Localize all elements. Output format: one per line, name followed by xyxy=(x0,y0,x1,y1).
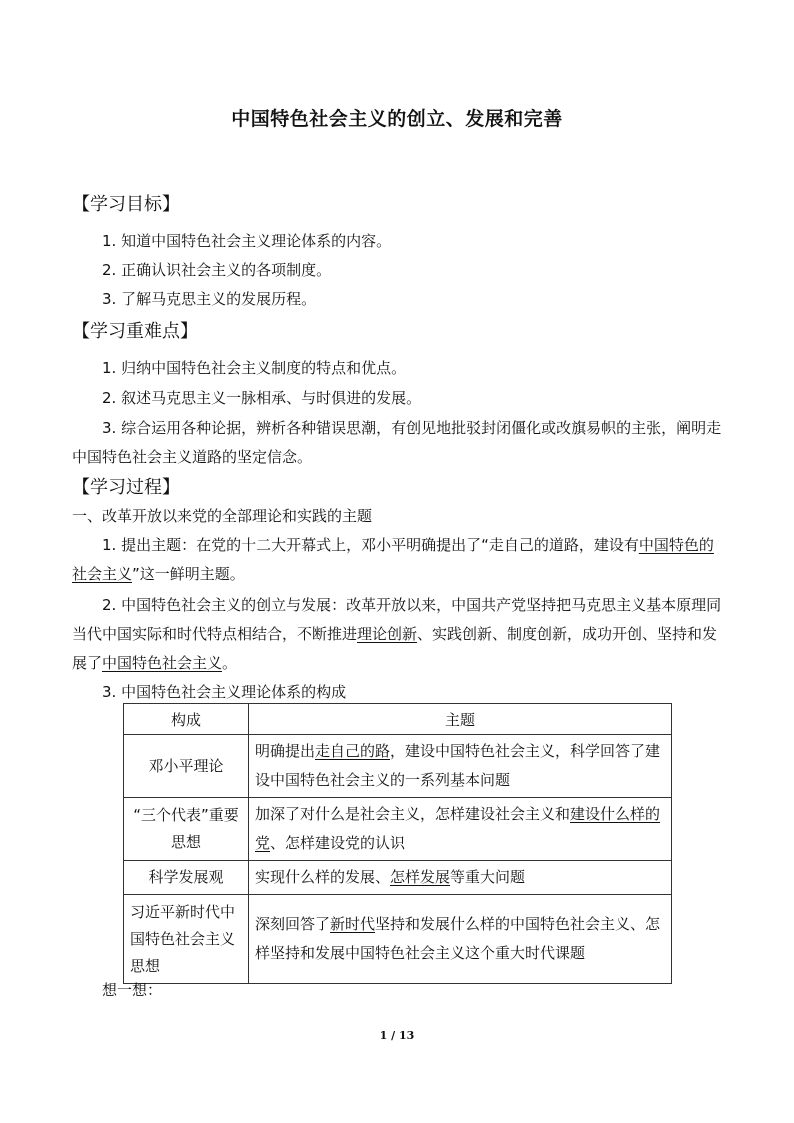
theme-underlined: 走自己的路 xyxy=(315,742,391,760)
paragraph-2-underlined-2: 中国特色社会主义 xyxy=(102,654,223,672)
table-header-composition: 构成 xyxy=(124,704,249,735)
paragraph-2-underlined-1: 理论创新 xyxy=(357,625,418,643)
think-prompt: 想一想： xyxy=(102,981,163,999)
theme-underlined: 建设什么样的党 xyxy=(255,805,661,852)
keypoint-item-3: 3. 综合运用各种论据，辨析各种错误思潮，有创见地批驳封闭僵化或改旗易帜的主张，阐明走中国特色社会主义道路的坚定信念。 xyxy=(72,419,722,466)
theme-text: 实现什么样的发展、 xyxy=(255,868,391,886)
table-cell-composition: 科学发展观 xyxy=(124,861,249,895)
document-title: 中国特色社会主义的创立、发展和完善 xyxy=(231,108,563,130)
table-cell-theme xyxy=(249,735,672,798)
paragraph-2-text-e: 。 xyxy=(222,654,238,672)
keypoint-item-1: 1. 归纳中国特色社会主义制度的特点和优点。 xyxy=(102,359,407,377)
paragraph-2-text-c: 、实践创新、制度创新，成功开创、坚持和发展了 xyxy=(72,625,718,672)
paragraph-3: 3. 中国特色社会主义理论体系的构成 xyxy=(102,683,347,701)
paragraph-1-underlined: 中国特色的社会主义 xyxy=(72,536,714,583)
table-cell-theme xyxy=(249,798,672,861)
page-number: 1 / 13 xyxy=(379,1029,415,1042)
paragraph-1 xyxy=(72,531,722,589)
theme-underlined: 怎样发展 xyxy=(390,868,451,886)
keypoint-item-2: 2. 叙述马克思主义一脉相承、与时俱进的发展。 xyxy=(102,389,422,407)
process-heading: 【学习过程】 xyxy=(72,477,180,498)
theory-structure-table xyxy=(123,703,672,984)
table-row xyxy=(124,798,672,861)
section-heading-1: 一、改革开放以来党的全部理论和实践的主题 xyxy=(72,507,373,525)
table-cell-composition: 邓小平理论 xyxy=(124,735,249,798)
table-row xyxy=(124,895,672,984)
theme-text: ，建设中国特色社会主义，科学回答了建设中国特色社会主义的一系列基本问题 xyxy=(255,742,661,789)
goal-item-1: 1. 知道中国特色社会主义理论体系的内容。 xyxy=(102,232,392,250)
table-row xyxy=(124,861,672,895)
goal-item-3: 3. 了解马克思主义的发展历程。 xyxy=(102,290,317,308)
theme-text: 深刻回答了 xyxy=(255,915,331,933)
table-header-row xyxy=(124,704,672,735)
keypoints-heading: 【学习重难点】 xyxy=(72,321,198,342)
paragraph-1-text-c: ”这一鲜明主题。 xyxy=(132,565,245,583)
table-cell-theme xyxy=(249,895,672,984)
theme-text: 、怎样建设党的认识 xyxy=(270,834,406,852)
table-cell-composition: “三个代表”重要思想 xyxy=(124,798,249,861)
theme-underlined: 新时代 xyxy=(330,915,376,933)
table-cell-theme xyxy=(249,861,672,895)
theme-text: 明确提出 xyxy=(255,742,316,760)
paragraph-2-text-a: 2. 中国特色社会主义的创立与发展：改革开放以来，中国共产党坚持把马克思主义基本原理同当代中国实际和时代特点相结合，不断推进 xyxy=(72,596,722,643)
theme-text: 等重大问题 xyxy=(450,868,526,886)
table-row xyxy=(124,735,672,798)
table-cell-composition: 习近平新时代中国特色社会主义思想 xyxy=(124,895,249,984)
paragraph-1-text-a: 1. 提出主题：在党的十二大开幕式上，邓小平明确提出了“走自己的道路，建设有 xyxy=(102,536,639,554)
theme-text: 加深了对什么是社会主义，怎样建设社会主义和 xyxy=(255,805,571,823)
goal-item-2: 2. 正确认识社会主义的各项制度。 xyxy=(102,261,332,279)
goals-heading: 【学习目标】 xyxy=(72,194,180,215)
theme-text: 坚持和发展什么样的中国特色社会主义、怎样坚持和发展中国特色社会主义这个重大时代课题 xyxy=(255,915,661,962)
paragraph-2 xyxy=(72,591,722,678)
table-header-theme: 主题 xyxy=(249,704,672,735)
